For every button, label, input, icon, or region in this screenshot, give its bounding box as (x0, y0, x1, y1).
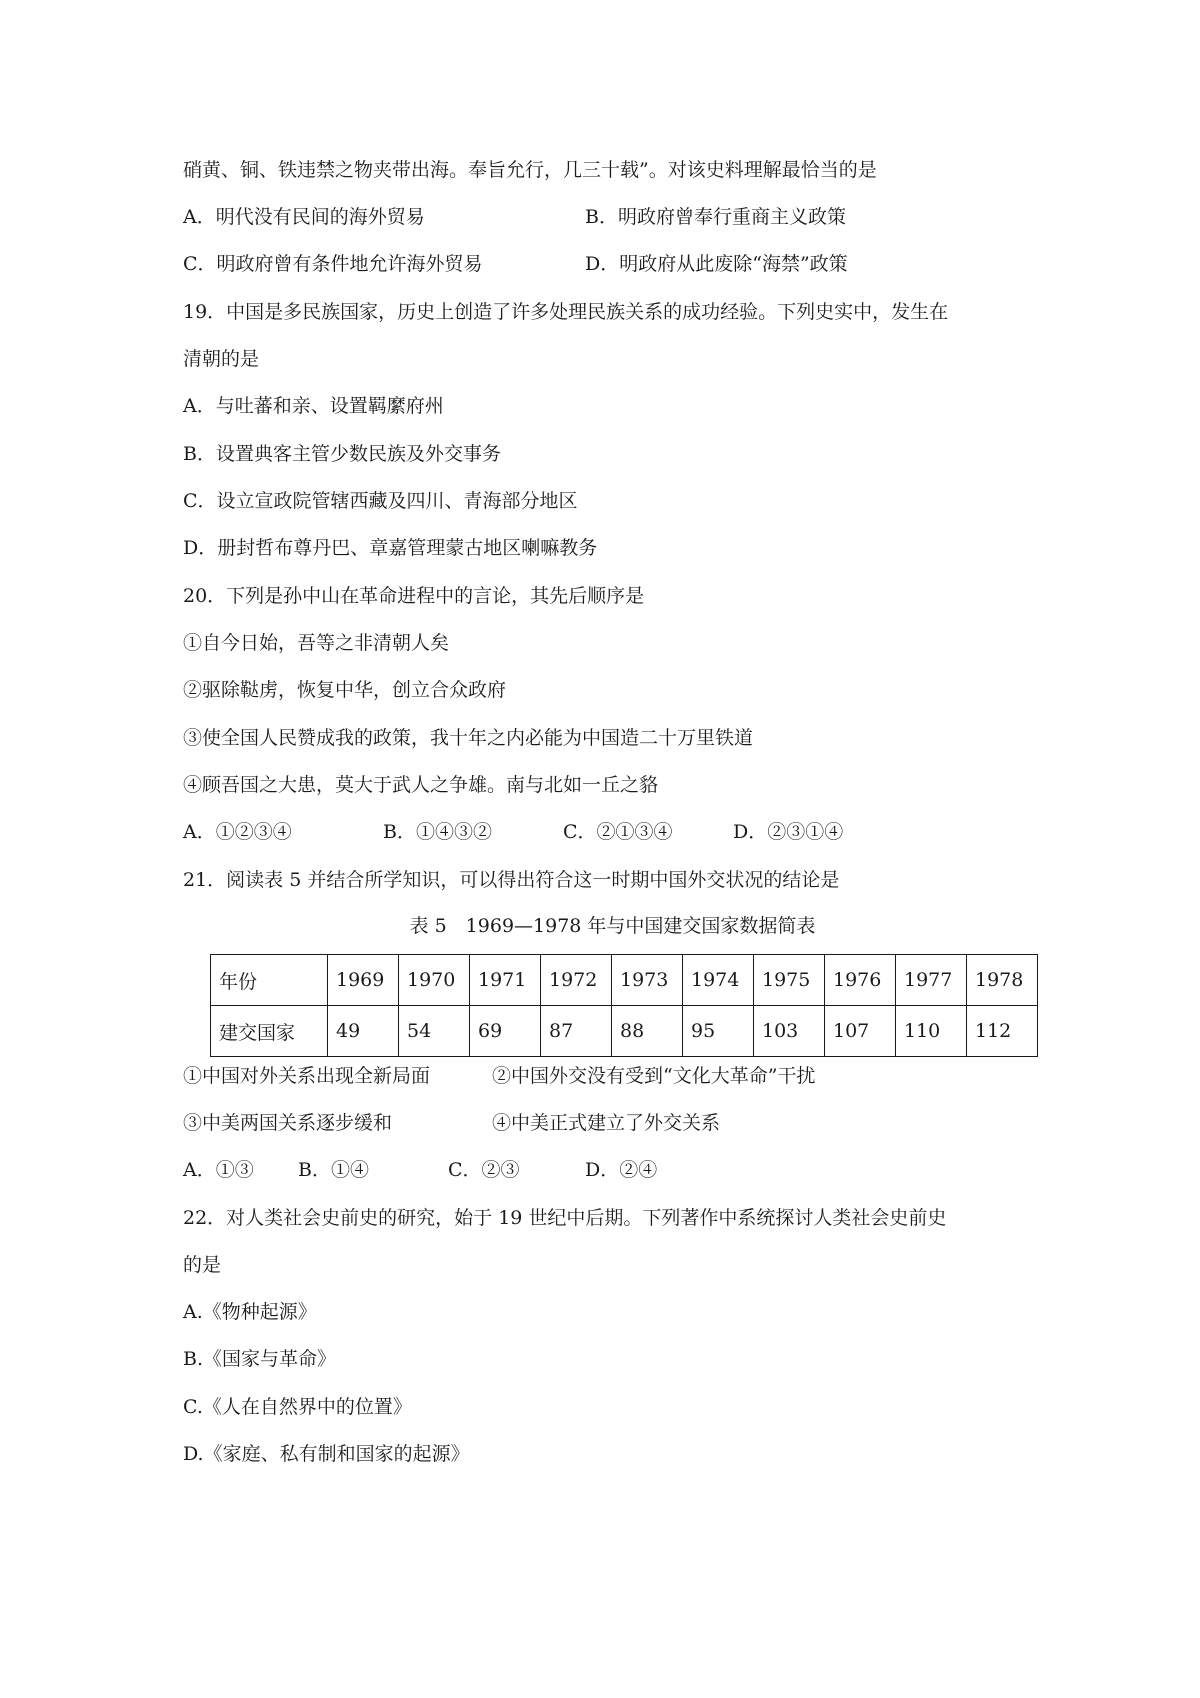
q20-option-b: B．①④③② (383, 821, 492, 843)
table-cell-year: 1976 (825, 955, 896, 1006)
q22-option-b: B.《国家与革命》 (183, 1348, 337, 1370)
q21-option-b: B．①④ (298, 1159, 369, 1181)
q22-option-c: C.《人在自然界中的位置》 (183, 1396, 412, 1418)
table-row-counts (211, 1006, 1038, 1057)
q21-option-a: A．①③ (183, 1159, 254, 1181)
q19-stem-line2: 清朝的是 (183, 348, 260, 370)
q18-stem-end: 硝黄、铜、铁违禁之物夹带出海。奉旨允行，几三十载”。对该史料理解最恰当的是 (183, 159, 877, 181)
table-cell-count: 49 (328, 1006, 399, 1057)
q18-option-d: D．明政府从此废除“海禁”政策 (585, 253, 848, 275)
q19-option-a: A．与吐蕃和亲、设置羁縻府州 (183, 395, 444, 417)
table-cell-count: 110 (896, 1006, 967, 1057)
q20-statement-4: ④顾吾国之大患，莫大于武人之争雄。南与北如一丘之貉 (183, 774, 659, 796)
table-cell-count: 88 (612, 1006, 683, 1057)
table-cell-count: 87 (541, 1006, 612, 1057)
q18-option-a: A．明代没有民间的海外贸易 (183, 206, 425, 228)
table-cell-year: 1973 (612, 955, 683, 1006)
q21-statement-4: ④中美正式建立了外交关系 (492, 1112, 721, 1134)
table-caption: 表 5 1969—1978 年与中国建交国家数据简表 (409, 915, 816, 937)
q21-statement-3: ③中美两国关系逐步缓和 (183, 1112, 393, 1134)
q21-stem: 21．阅读表 5 并结合所学知识，可以得出符合这一时期中国外交状况的结论是 (183, 869, 840, 891)
table-cell-year: 1977 (896, 955, 967, 1006)
q20-option-a: A．①②③④ (183, 821, 292, 843)
q21-option-d: D．②④ (585, 1159, 658, 1181)
table-cell-count: 54 (399, 1006, 470, 1057)
q21-option-c: C．②③ (448, 1159, 520, 1181)
table-cell-count: 112 (967, 1006, 1038, 1057)
table-cell-year: 1978 (967, 955, 1038, 1006)
q18-option-c: C．明政府曾有条件地允许海外贸易 (183, 253, 483, 275)
table-row-years (211, 955, 1038, 1006)
table-header-year: 年份 (211, 955, 328, 1006)
q19-option-c: C．设立宣政院管辖西藏及四川、青海部分地区 (183, 490, 578, 512)
q19-option-b: B．设置典客主管少数民族及外交事务 (183, 443, 501, 465)
q22-stem-line1: 22．对人类社会史前史的研究，始于 19 世纪中后期。下列著作中系统探讨人类社会史前史 (183, 1207, 947, 1229)
table-cell-year: 1971 (470, 955, 541, 1006)
q20-statement-3: ③使全国人民赞成我的政策，我十年之内必能为中国造二十万里铁道 (183, 727, 754, 749)
q20-statement-2: ②驱除鞑虏，恢复中华，创立合众政府 (183, 679, 507, 701)
q19-option-d: D．册封哲布尊丹巴、章嘉管理蒙古地区喇嘛教务 (183, 537, 598, 559)
q20-stem: 20．下列是孙中山在革命进程中的言论，其先后顺序是 (183, 585, 645, 607)
table-cell-count: 107 (825, 1006, 896, 1057)
table-cell-year: 1969 (328, 955, 399, 1006)
q22-option-a: A.《物种起源》 (183, 1301, 317, 1323)
table-header-countries: 建交国家 (211, 1006, 328, 1057)
table-cell-year: 1972 (541, 955, 612, 1006)
q20-option-d: D．②③①④ (733, 821, 844, 843)
table-cell-year: 1970 (399, 955, 470, 1006)
q22-stem-line2: 的是 (183, 1254, 222, 1276)
q18-option-b: B．明政府曾奉行重商主义政策 (585, 206, 846, 228)
diplomatic-relations-table (210, 954, 1038, 1057)
table-cell-count: 95 (683, 1006, 754, 1057)
q21-statement-1: ①中国对外关系出现全新局面 (183, 1065, 431, 1087)
q22-option-d: D.《家庭、私有制和国家的起源》 (183, 1443, 470, 1465)
table-cell-count: 69 (470, 1006, 541, 1057)
q20-option-c: C．②①③④ (563, 821, 673, 843)
q21-statement-2: ②中国外交没有受到“文化大革命”干扰 (492, 1065, 816, 1087)
table-cell-year: 1974 (683, 955, 754, 1006)
q20-statement-1: ①自今日始，吾等之非清朝人矣 (183, 632, 450, 654)
q19-stem-line1: 19．中国是多民族国家，历史上创造了许多处理民族关系的成功经验。下列史实中，发生在 (183, 301, 949, 323)
table-cell-year: 1975 (754, 955, 825, 1006)
table-cell-count: 103 (754, 1006, 825, 1057)
